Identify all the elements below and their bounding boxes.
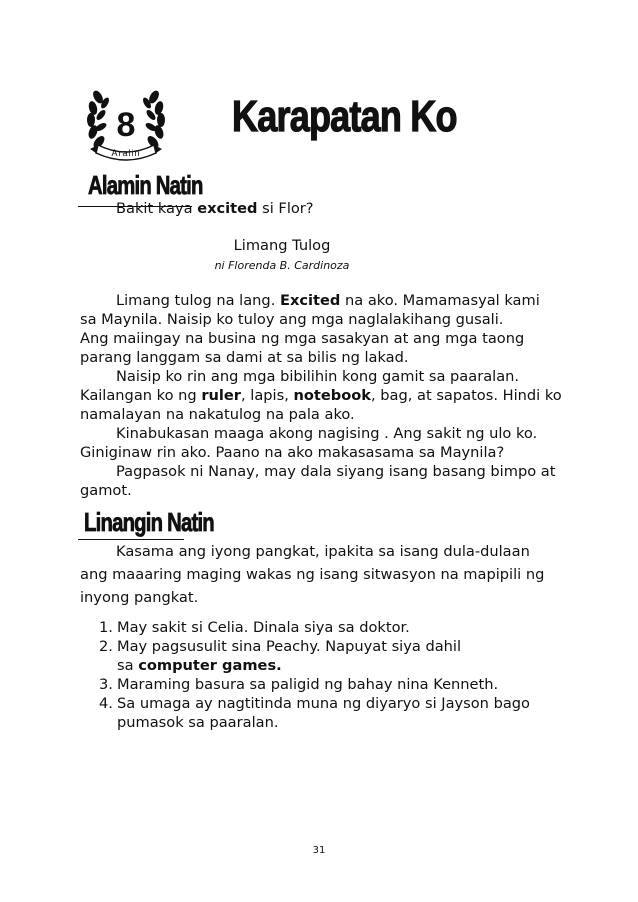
- list-item: 2. May pagsusulit sina Peachy. Napuyat siya dahil sa computer games.: [99, 638, 462, 674]
- story-line: gamot.: [80, 482, 132, 499]
- section-divider: [78, 539, 184, 540]
- situation-list: [99, 618, 530, 732]
- page-number: 31: [312, 845, 326, 856]
- story-author: ni Florenda B. Cardinoza: [214, 259, 350, 272]
- lesson-label: Aralin: [111, 148, 141, 158]
- story-line: Ang maiingay na busina ng mga sasakyan at ang mga taong: [80, 330, 525, 347]
- guiding-question: Bakit kaya excited si Flor?: [116, 200, 314, 217]
- story-line: parang langgam sa dami at sa bilis ng lakad.: [80, 349, 409, 366]
- story-line: namalayan na nakatulog na pala ako.: [80, 406, 355, 423]
- instruction-line: inyong pangkat.: [80, 589, 199, 606]
- laurel-wreath-icon: [84, 83, 168, 163]
- page-title: Karapatan Ko: [232, 92, 457, 141]
- story-line: Pagpasok ni Nanay, may dala siyang isang basang bimpo at: [116, 463, 556, 480]
- story-line: sa Maynila. Naisip ko tuloy ang mga naglalakihang gusali.: [80, 311, 504, 328]
- instruction-line: ang maaaring maging wakas ng isang sitwasyon na mapipili ng: [80, 566, 545, 583]
- story-line: Naisip ko rin ang mga bibilihin kong gamit sa paaralan.: [116, 368, 520, 385]
- story-title: Limang Tulog: [233, 237, 331, 254]
- story-line: Giniginaw rin ako. Paano na ako makasasama sa Maynila?: [80, 444, 505, 461]
- story-line: Kinabukasan maaga akong nagising . Ang sakit ng ulo ko.: [116, 425, 538, 442]
- list-item: 1. May sakit si Celia. Dinala siya sa doktor.: [99, 619, 410, 636]
- story-line: Kailangan ko ng ruler, lapis, notebook, bag, at sapatos. Hindi ko: [80, 387, 562, 404]
- list-item: 4. Sa umaga ay nagtitinda muna ng diyaryo si Jayson bago pumasok sa paaralan.: [99, 695, 530, 731]
- story-line: Limang tulog na lang. Excited na ako. Mamamasyal kami: [116, 292, 540, 309]
- list-item: 3. Maraming basura sa paligid ng bahay nina Kenneth.: [99, 676, 499, 693]
- instruction-line: Kasama ang iyong pangkat, ipakita sa isang dula-dulaan: [116, 543, 530, 560]
- lesson-badge: [84, 83, 168, 163]
- section-heading-linangin: Linangin Natin: [84, 507, 214, 537]
- lesson-number: 8: [116, 106, 136, 144]
- section-heading-alamin: Alamin Natin: [88, 170, 203, 200]
